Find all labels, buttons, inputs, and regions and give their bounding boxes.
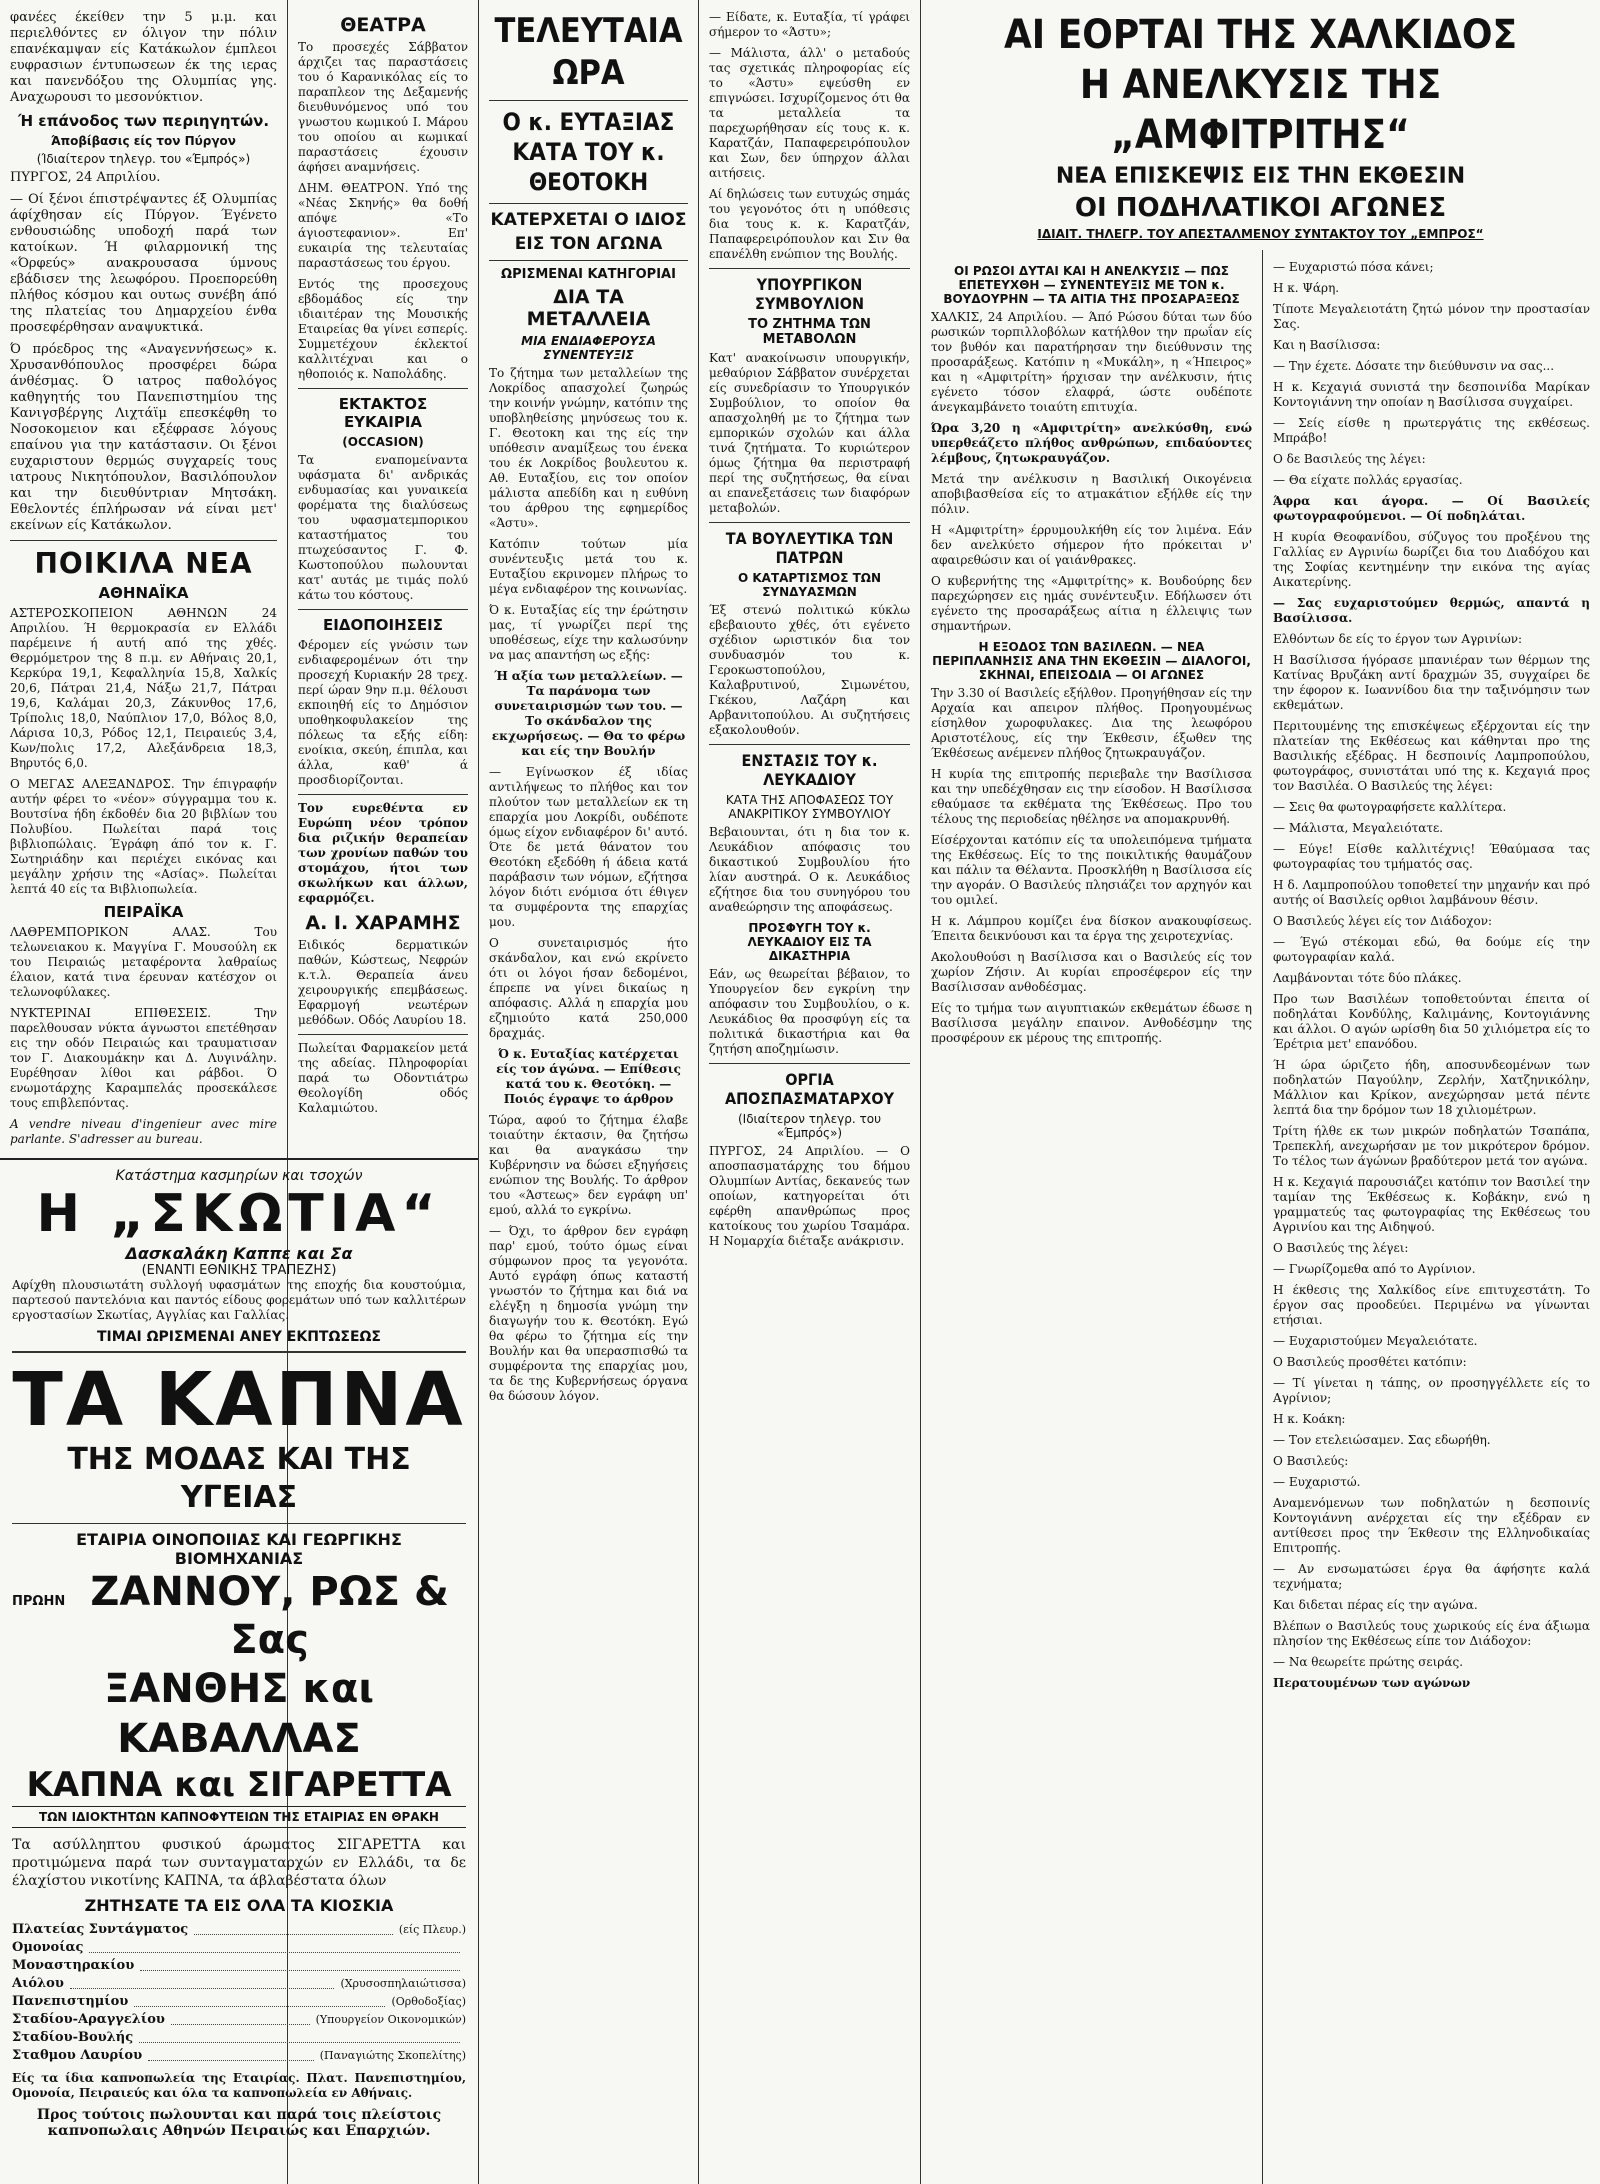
kiosk-item: [12, 1939, 466, 1957]
article-text: — Είδατε, κ. Ευταξία, τί γράφει σήμερον το «Άστυ»;: [709, 10, 910, 39]
headline: Ο κ. ΕΥΤΑΞΙΑΣ: [502, 108, 675, 136]
subheadline: ΩΡΙΣΜΕΝΑΙ ΚΑΤΗΓΟΡΙΑΙ: [501, 267, 676, 282]
dateline: ΠΥΡΓΟΣ, 24 Απριλίου.: [10, 170, 161, 185]
article-text: — Ευχαριστώ.: [1273, 1475, 1361, 1489]
article-text: Κατ' ανακοίνωσιν υπουργικήν, μεθαύριον Σάββατον συνέρχεται είς συνεδρίασιν το Υπουργικόν Συμβούλιον, το οποίον θα απασχοληθή με το ζήτημα των εμπορικών σχολών και άλλα τινά ζητήματα. Το κυριώτερον όμως ζήτημα θα περιστραφή περί της συζητήσεως, θα είναι αι επανεξετάσεις των διαφόρων μεταβολών.: [709, 351, 910, 515]
article-text: — Τί γίνεται η τάπης, ον προσηγγέλλετε είς το Αγρίνιον;: [1273, 1376, 1590, 1405]
article-text: Η κ. Λάμπρου κομίζει ένα δίσκον ανακουφίσεως. Έπειτα δεικνύουσι και τα έργα της χειροτεχνίας.: [931, 914, 1252, 943]
kiosk-item: [12, 2029, 466, 2047]
ad-text: Ειδικός δερματικών παθών, Κώστεως, Νεφρών κ.τ.λ. Θεραπεία άνευ χειρουργικής επεμβάσεως. Εφαρμογή νεωτέρων μεθόδων. Οδός Λαυρίου 18.: [298, 938, 468, 1027]
correspondent-line: ΙΔΙΑΙΤ. ΤΗΛΕΓΡ. ΤΟΥ ΑΠΕΣΤΑΛΜΕΝΟΥ ΣΥΝΤΑΚΤΟΥ ΤΟΥ „ΕΜΠΡΟΣ“: [1037, 227, 1484, 241]
divider: [489, 100, 688, 101]
article-text: Κατόπιν τούτων μία συνέντευξις μετά του κ. Ευταξίου εκρινομεν πλήρως το μέγα ενδιαφέρον της κοινωνίας.: [489, 537, 688, 596]
article-text: Τίποτε Μεγαλειοτάτη ζητώ μόνον την προστασίαν Σας.: [1273, 302, 1590, 331]
section-heading: ΘΕΑΤΡΑ: [340, 14, 426, 36]
article-text: Φέρομεν είς γνώσιν των ενδιαφερομένων ότι την προσεχή Κυριακήν 28 τρεχ. περί ώραν 9ην π.μ. θέλουσι εκποιηθή είς το Δημόσιον υποθηκοφυλακείον της πόλεως τα εξής είδη: ενοίκια, σκεύη, έπιπλα, και άλλα, καθ' ά προσδιορίζονται.: [298, 638, 468, 787]
column-4: [699, 0, 920, 2184]
section-heading: ΠΟΙΚΙΛΑ ΝΕΑ: [34, 547, 253, 580]
leader-dots: [139, 2029, 460, 2043]
article-text: Η δ. Λαμπροπούλου τοποθετεί την μηχανήν και πρό αυτής οί Βασιλείς ορθιοι λαμβάνουν θέσιν.: [1273, 878, 1590, 907]
article-text: Η κυρία της επιτροπής περιεβαλε την Βασίλισσα και την υπεδέχθησαν εις την είσοδον. Η Βασίλισσα εθαύμασε τα εκθέματα της Έκθέσεως. Προ του τέλους της περιοδείας ηθέλησε να απομακρυνθή.: [931, 767, 1252, 826]
article-text: Ο Βασιλεύς:: [1273, 1454, 1349, 1468]
divider: [489, 203, 688, 204]
article-text: Το ζήτημα των μεταλλείων της Λοκρίδος απασχολεί ζωηρώς την κοινήν γνώμην, κατόπιν της υποβληθείσης μηνύσεως του κ. Γ. Θεοτοκη και της είς την υπόθεσιν αναμίξεως του ένεκα του έκ Λοκρίδος βουλευτου κ. Αθ. Ευταξίου, εις τον οποίον μάλιστα απεδίδη και η ευθύνη του άρθρου της εφημερίδος «Άστυ».: [489, 366, 688, 530]
article-text: Βεβαιουνται, ότι η δια τον κ. Λευκάδιον απόφασις του δικαστικού Συμβουλίου ήτο λίαν αυστηρά. Ο κ. Λευκάδιος εζήτησε δια του συνηγόρου του αναθεώρησιν της αποφάσεως.: [709, 825, 910, 914]
article-text: Είσέρχονται κατόπιν είς τα υπολειπόμενα τμήματα της Εκθέσεως. Είς το της ποικιλτικής θαυμάζουν και πάλιν τα Θέλαντα. Προσκλήθη η Βασίλισσα είς την αγοράν. Ο Βασιλεύς πλησιάζει τον αρχηγόν και του ομιλεί.: [931, 833, 1252, 907]
divider: [10, 540, 277, 541]
article-text: Ο Βασιλεύς λέγει είς τον Διάδοχον:: [1273, 914, 1493, 928]
article-text: — Σας ευχαριστούμεν θερμώς, απαντά η Βασίλισσα.: [1273, 596, 1590, 625]
kiosk-name: Ομονοίας: [12, 1940, 84, 1955]
article-text: — Ευχαριστούμεν Μεγαλειότατε.: [1273, 1334, 1478, 1348]
article-subheading: Ο ΚΑΤΑΡΤΙΣΜΟΣ ΤΩΝ ΣΥΝΔΥΑΣΜΩΝ: [737, 571, 882, 599]
divider: [709, 522, 910, 523]
article-subheading: Άποβίβασις είς τον Πύργον: [51, 134, 236, 148]
article-subhead: Ό κ. Ευταξίας κατέρχεται είς τον άγώνα. — Επίθεσις κατά του κ. Θεοτόκη. — Ποιός έγραψε το άρθρον: [496, 1047, 681, 1106]
article-subheading: ΟΙ ΡΩΣΟΙ ΔΥΤΑΙ ΚΑΙ Η ΑΝΕΛΚΥΣΙΣ — ΠΩΣ ΕΠΕΤΕΥΧΘΗ — ΣΥΝΕΝΤΕΥΞΙΣ ΜΕ ΤΟΝ κ. ΒΟΥΔΟΥΡΗΝ — ΤΑ ΑΙΤΙΑ ΤΗΣ ΠΡΟΣΑΡΑΞΕΩΣ: [943, 264, 1240, 306]
column-6: [1263, 250, 1600, 2184]
article-text: ΔΗΜ. ΘΕΑΤΡΟΝ. Υπό της «Νέας Σκηνής» θα δοθή απόψε «Το άγιοστεφανιον». Επ' ευκαιρία της τελευταίας παραστάσεως του έργου.: [298, 181, 468, 270]
divider: [298, 609, 468, 610]
ad-subheading: (OCCASION): [342, 435, 424, 449]
article-text: — Μάλιστα, άλλ' ο μεταδούς τας σχετικάς πληροφορίας είς το «Άστυ» εψεύσθη εν επιγνώσει. Ισχυρίζομενος ότι θα τα μεταλλεία τα παρεχωρήθησαν είς τους κ. κ. Καρατζάν, Παπαφερειρόπουλον και Σων, δεν ύπηρχον άλλαι αιτήσεις.: [709, 46, 910, 180]
article-text: Εντός της προσεχους εβδομάδος είς την ιδιαιτέραν της Μουσικής Εταιρείας θα γίνει εσπερίς. Συμμετέχουν έκλεκτοί καλλιτέχναι και ο ηθοποιός κ. Ναπολάδης.: [298, 277, 468, 381]
article-text: Ώρα 3,20 η «Αμφιτρίτη» ανελκύσθη, ενώ υπερθεάζετο πλήθος ανθρώπων, επιδαύοντες λέμβους, ζητωκραυγάζον.: [931, 421, 1252, 465]
leader-dots: [134, 1993, 385, 2007]
ad-text: Τον ευρεθέντα εν Ευρώπη νέον τρόπον δια ριζικήν θεραπείαν των χρονίων παθών του στομάχου, ήτοι των σκωλήκων και άλλων, εφαρμόζει.: [298, 801, 468, 905]
article-text: Αί δηλώσεις των ευτυχώς σημάς του γεγονότος ότι η υπόθεσις δια τους κ. κ. Καρατζάν, Παπαφερειρόπουλον και Σιν θα επανέλθη ενώπιον της Βουλής.: [709, 187, 910, 261]
leader-dots: [194, 1921, 393, 1935]
skotia-address: Δασκαλάκη Καππε και Σα: [125, 1244, 353, 1263]
kiosk-name: Μοναστηρακίου: [12, 1958, 135, 1973]
section-rule: [0, 1158, 478, 1160]
article-text: Η κυρία Θεοφανίδου, σύζυγος του προξένου της Γαλλίας εν Αγρινίω δωρίζει δια του Διαδόχου και της Σοφίας κεντημένην την εικόνα της αγίας Αικατερίνης.: [1273, 530, 1590, 589]
article-text: — Εύγε! Είσθε καλλιτέχνις! Έθαύμασα τας φωτογραφίας του τμήματός σας.: [1273, 842, 1590, 871]
divider: [709, 268, 910, 269]
article-text: Ο ΜΕΓΑΣ ΑΛΕΞΑΝΔΡΟΣ. Την έπιγραφήν αυτήν φέρει το «νέον» σύγγραμμα του κ. Βουτσίνα ήδη έκδοθέν δια 20 βιβλίων του Πολυβίου. Πωλείται παρά τοις βιβλιοπώλαις. Έγράφη άπό τον κ. Γ. Σωτηριάδην και περιέχει εικόνας και μεγάλην χρήσιν της «Ασίας». Πωλείται λεπτά 40 είς τα Βιβλιοπωλεία.: [10, 777, 277, 896]
article-text: — Έγώ στέκομαι εδώ, θα δούμε είς την φωτογραφίαν καλά.: [1273, 935, 1590, 964]
article-text: — Να θεωρείτε πρώτης σειράς.: [1273, 1655, 1464, 1669]
article-subheading: Η ΕΞΟΔΟΣ ΤΩΝ ΒΑΣΙΛΕΩΝ. — ΝΕΑ ΠΕΡΙΠΛΑΝΗΣΙΣ ΑΝΑ ΤΗΝ ΕΚΘΕΣΙΝ — ΔΙΑΛΟΓΟΙ, ΣΚΗΝΑΙ, ΕΠΕΙΣΟΔΙΑ — ΟΙ ΑΓΩΝΕΣ: [932, 640, 1251, 682]
article-subheading: (Ίδιαίτερον τηλεγρ. του «Έμπρός»): [36, 152, 251, 166]
kiosk-item: [12, 2047, 466, 2065]
article-text: — Εγίνωσκον έξ ιδίας αντιλήψεως το πλήθος και τον πλούτον των μεταλλείων εκ τη επαρχία μου Λοκρίδι, ουδέποτε όμως είχον ενδιαφέρον δι' αυτό. Ότε δε μετά θάνατον του Θεοτόκη εξεδόθη ή άδεια κατά παράβασιν των νόμων, εζήτησα λόγον διότι ενόμισα ότι έθιγεν τα συμφέροντα της επαρχίας μου.: [489, 765, 688, 929]
article-heading: ΤΑ ΒΟΥΛΕΥΤΙΚΑ ΤΩΝ ΠΑΤΡΩΝ: [725, 529, 894, 567]
article-text: Μετά την ανέλκυσιν η Βασιλική Οικογένεια αποβιβασθείσα είς το ατμακάτιον εξήλθε είς την πόλιν.: [931, 472, 1252, 516]
article-text: ΛΑΘΡΕΜΠΟΡΙΚΟΝ ΑΛΑΣ. Του τελωνειακου κ. Μαγγίνα Γ. Μουσούλη εκ του Πειραιώς μεταφέροντα λαθραίως έλαιον, κατά τινα έρευναν κατέσχον οι τελωνοφύλακες.: [10, 925, 277, 999]
doctor-name: Α. Ι. ΧΑΡΑΜΗΣ: [305, 912, 461, 934]
article-text: Βλέπων ο Βασιλεύς τους χωρικούς είς ένα άξιωμα πλησίον της Εκθέσεως είπε τον Διάδοχον:: [1273, 1619, 1590, 1648]
subheadline: ΝΕΑ ΕΠΙΣΚΕΨΙΣ ΕΙΣ ΤΗΝ ΕΚΘΕΣΙΝ: [1055, 164, 1466, 189]
kiosk-name: Πλατείας Συντάγματος: [12, 1922, 189, 1937]
article-subhead: Ή αξία των μεταλλείων. — Τα παράνομα των συνεταιρισμών των του. — Το σκάνδαλον της εκχωρήσεως. — Θα το φέρω και είς την Βουλήν: [491, 669, 686, 758]
kiosk-note: (Υπουργείον Οικονομικών): [315, 2013, 466, 2026]
kiosk-item: [12, 1957, 466, 1975]
article-text: Ή ώρα ώριζετο ήδη, αποσυνδεομένων των ποδηλατών Παγούλην, Ζερλήν, Χατζηνικόλην, Μάλλιον και Κρίκον, ανεχώρησαν μετά πέντε λεπτά δια την δρόμον των 18 χιλιομέτρων.: [1273, 1058, 1590, 1117]
article-text: Αναμενόμενων των ποδηλατών η δεσποινίς Κοντογιάννη ανέρχεται είς την εξέδραν εν αντίθεσει προς την Έκθεσιν της Ελληνοδικαίας Επιτροπής.: [1273, 1496, 1590, 1555]
leader-dots: [89, 1939, 460, 1953]
leader-dots: [70, 1975, 335, 1989]
kiosk-item: [12, 1993, 466, 2011]
column-3: [479, 0, 698, 2184]
article-text: Περιτουμένης της επισκέψεως εξέρχονται είς την πλατείαν της Εκθέσεως και κάθηνται προ της Βασιλικής εξέδρας. Η δεσποινίς Λαμπροπούλου, φωτογράφος, συνιστάται υπό της κ. Κεχαγιά προς τον Βασιλέα. Ο Βασιλεύς της λέγει:: [1273, 719, 1590, 793]
article-text: Είς το τμήμα των αιγυπτιακών εκθεμάτων έδωσε η Βασίλισσα μεγάλην επαινον. Ανθοδέσμην της προσφέρουν εκ μέρους της επιτροπής.: [931, 1001, 1252, 1045]
divider: [298, 794, 468, 795]
article-text: Ο Βασιλεύς της λέγει:: [1273, 1241, 1409, 1255]
leader-dots: [140, 1957, 460, 1971]
article-heading: Ή επάνοδος των περιηγητών.: [17, 112, 270, 130]
skotia-title: Η „ΣΚΩΤΙΑ“: [36, 1184, 442, 1244]
article-text: Το προσεχές Σάββατον άρχιζει τας παραστάσεις του ό Καρανικόλας είς το παραπλεον της Δεξαμενής διευθυνόμενος υπό του γνωστου κωμικού Ι. Μάρου του οποίου αι κωμικαί παραστάσεις έχουσιν άφήσει αναμνήσεις.: [298, 40, 468, 174]
article-text: Εάν, ως θεωρείται βέβαιον, το Υπουργείον δεν εγκρίνη την απόφασιν του Συμβουλίου, ο κ. Λευκάδιος θα προσφύγη είς τα πολιτικά δικαστήρια και θα ζητήση αποζημίωσιν.: [709, 967, 910, 1056]
article-text: Η κ. Κεχαγιά παρουσιάζει κατόπιν τον Βασιλεί την ταμίαν της Έκθέσεως κ. Κοβάκην, ενώ η γραμματεύς τας φωτογραφίας της Εκθέσεως του Αγρινίου και της Αιδηψού.: [1273, 1175, 1590, 1234]
section-subheading: ΑΘΗΝΑΪΚΑ: [98, 584, 189, 602]
advertisements: [0, 1162, 478, 2184]
leader-dots: [148, 2047, 314, 2061]
subheadline: ΜΙΑ ΕΝΔΙΑΦΕΡΟΥΣΑ ΣΥΝΕΝΤΕΥΞΙΣ: [521, 334, 656, 362]
article-text: — Ευχαριστώ πόσα κάνει;: [1273, 260, 1434, 274]
article-subheading: (Ιδιαίτερον τηλεγρ. του «Έμπρός»): [737, 1112, 882, 1140]
article-text: — Σεις θα φωτογραφήσετε καλλίτερα.: [1273, 800, 1507, 814]
kiosk-note: (είς Πλευρ.): [398, 1923, 466, 1936]
column-5: [921, 250, 1262, 2184]
article-text: Η κ. Κεχαγιά συνιστά την δεσποινίδα Μαρίκαν Κοντογιάννη την οποίαν η Βασίλισσα συγχαίρει.: [1273, 380, 1590, 409]
divider: [298, 1034, 468, 1035]
article-text: — Τον ετελειώσαμεν. Σας εδωρήθη.: [1273, 1433, 1491, 1447]
kapna-final: Προς τούτοις πωλουνται και παρά τοις πλείστοις καπνοπωλαις Αθηνών Πειραιώς και Επαρχιών.: [36, 2107, 442, 2139]
kiosk-note: (Χρυσοσπηλαιώτισσα): [340, 1977, 466, 1990]
ad-heading: ΕΚΤΑΚΤΟΣ ΕΥΚΑΙΡΙΑ: [338, 395, 428, 431]
article-text: — Μάλιστα, Μεγαλειότατε.: [1273, 821, 1444, 835]
kiosk-name: Σταδίου-Αραγγελίου: [12, 2012, 165, 2027]
company-former: [12, 1568, 466, 1664]
article-text: Ό κ. Ευταξίας είς την έρώτησιν μας, τί γνωρίζει περί της υποθέσεως, είχε την καλωσύνην να μας απαντήση ως εξής:: [489, 603, 688, 662]
column-1: [0, 0, 287, 1150]
article-text: — Αν ενσωματώσει έργα θα άφήσητε καλά τεχνήματα;: [1273, 1562, 1590, 1591]
headline: Η ΑΝΕΛΚΥΣΙΣ ΤΗΣ „ΑΜΦΙΤΡΙΤΗΣ“: [1079, 62, 1442, 158]
chalkis-header: [921, 0, 1600, 250]
article-text: Τώρα, αφού το ζήτημα έλαβε τοιαύτην έκτασιν, θα ζητήσω και θα αναγκάσω την Κυβέρνησιν να δώσει εξηγήσεις ενώπιον της Βουλής. Το άρθρον του «Άστεως» δεν εγράφη υπ' εμού, αλλά το εγκρίνω.: [489, 1113, 688, 1217]
kapna-kiosks-heading: ΖΗΤΗΣΑΤΕ ΤΑ ΕΙΣ ΟΛΑ ΤΑ ΚΙΟΣΚΙΑ: [84, 1896, 394, 1915]
kiosk-item: [12, 2011, 466, 2029]
article-heading: ΕΝΣΤΑΣΙΣ ΤΟΥ κ. ΛΕΥΚΑΔΙΟΥ: [741, 751, 878, 789]
headline: ΤΕΛΕΥΤΑΙΑ ΩΡΑ: [494, 11, 683, 93]
article-text: Η «Αμφιτρίτη» έρρυμουλκήθη είς τον λιμένα. Εάν δεν ανελκύετο σήμερον ήτο πρόκειται ν' αφαιρεθώσιν και οί γαιάνθρακες.: [931, 523, 1252, 567]
article-text: ΑΣΤΕΡΟΣΚΟΠΕΙΟΝ ΑΘΗΝΩΝ 24 Απριλίου. Ή θερμοκρασία εν Ελλάδι παρέμεινε ή αυτή από της χθές. Θερμόμετρον της 8 π.μ. εν Αθήναις 20,1, Κερκύρα 19,1, Κεφαλληνία 15,8, Χαλκίς 20,6, Πάτραι 21,4, Νάξω 21,7, Πάτραι 19,6, Καλάμαι 20,3, Ζάκυνθος 17,6, Τρίπολις 18,0, Ναύπλιον 17,0, Βόλος 8,0, Λάρισα 10,3, Ρόδος 12,1, Πειραιεύς 3,4, Κων/πολις 17,2, Αλεξάνδρεια 18,3, Βηρυτός 6,0.: [10, 606, 277, 770]
article-text: Λαμβάνονται τότε δύο πλάκες.: [1273, 971, 1462, 985]
article-text: φανέες έκείθεν την 5 μ.μ. και περιελθόντες εν όλιγον την πόλιν επανέκαμψαν είς Κατάκωλον έμπλεοι ευφρασιων έντυπωσεων έκ της ιερας και πανενδόξου της Ολυμπίας γης. Αναχωρουσι το μεσονύκτιον.: [10, 10, 277, 105]
article-text: — Θα είχατε πολλάς εργασίας.: [1273, 473, 1463, 487]
leader-dots: [171, 2011, 310, 2025]
kapna-subtitle: ΤΗΣ ΜΟΔΑΣ ΚΑΙ ΤΗΣ ΥΓΕΙΑΣ: [67, 1442, 411, 1515]
skotia-prices: ΤΙΜΑΙ ΩΡΙΣΜΕΝΑΙ ΑΝΕΥ ΕΚΠΤΩΣΕΩΣ: [97, 1329, 381, 1345]
kiosk-item: [12, 1921, 466, 1939]
divider: [489, 260, 688, 261]
article-subheading: ΚΑΤΑ ΤΗΣ ΑΠΟΦΑΣΕΩΣ ΤΟΥ ΑΝΑΚΡΙΤΙΚΟΥ ΣΥΜΒΟΥΛΙΟΥ: [725, 793, 894, 821]
subheadline: ΕΙΣ ΤΟΝ ΑΓΩΝΑ: [514, 234, 663, 254]
kiosk-name: Αιόλου: [12, 1976, 64, 1991]
article-text: Έξ στενώ πολιτικώ κύκλω εβεβαιουτο χθές, ότι εγένετο σχέδιον ωριστικόν δια τον συνδυασμόν του κ. Γεροκωστοπούλου, Καλαβρυτινού, Σιμωνέτου, Γκέκου, Λαζάρη και Αρβανιτοπούλου. Αι συζητήσεις εξακολουθούν.: [709, 603, 910, 737]
article-text: Ο συνεταιρισμός ήτο σκάνδαλον, και ενώ εκρίνετο ότι οι λόγοι ήσαν δεδομένοι, έπρεπε να γίνει δικαίως η απόφασις. Αλλά η επαρχία μου εζημιούτο κατά 250,000 δραχμάς.: [489, 936, 688, 1040]
article-text: Η Βασίλισσα ήγόρασε μπανιέραν των θέρμων της Κατίνας Βρυζάκη αντί δραχμών 35, συγχαίρει δε την έφορον κ. Ιωαννίδου δια την ταξινόμησιν των εκθεμάτων.: [1273, 653, 1590, 712]
company-former-name: ΖΑΝΝΟΥ, ΡΩΣ & Σας: [90, 1569, 449, 1663]
article-text: Και διδεται πέρας είς την αγώνα.: [1273, 1598, 1478, 1612]
article-text: — Την έχετε. Δόσατε την διεύθυνσιν να σας...: [1273, 359, 1555, 373]
article-subheading: ΤΟ ΖΗΤΗΜΑ ΤΩΝ ΜΕΤΑΒΟΛΩΝ: [748, 317, 871, 347]
article-text: Την 3.30 οί Βασιλείς εξήλθον. Προηγήθησαν είς την Αρχαία και απειρον πλήθος. Προηγουμένως είσηλθον χωροφυλακες. Δια της λεωφόρου Αριστοτέλους, είς την Έκθεσιν, έξωθεν της Έκθέσεως ανέμενεν πλήθος ζητωκραυγάζον.: [931, 686, 1252, 760]
kapna-text: Τα ασύλληπτου φυσικού άρωματος ΣΙΓΑΡΕΤΤΑ και προτιμώμενα παρά των συνταγματαρχών εν Ελλάδι, τα δε έλαχίστου νικοτίνης ΚΑΠΝΑ, τα άβλαβέστατα όλων: [12, 1837, 466, 1889]
ad-text: Πωλείται Φαρμακείον μετά της αδείας. Πληροφορίαι παρά τω Οδοντιάτρω Θεολογίδη οδός Καλαμιώτου.: [298, 1041, 468, 1115]
kapna-cigarettes: ΚΑΠΝΑ και ΣΙΓΑΡΕΤΤΑ: [26, 1765, 452, 1805]
article-text: Άφρα και άγορα. — Οί Βασιλείς φωτογραφούμενοι. — Οί ποδηλάται.: [1273, 494, 1590, 523]
article-text: ΠΥΡΓΟΣ, 24 Απριλίου. — Ο αποσπασματάρχης του δήμου Ολυμπίων Αντίας, δεκανεύς των οποίων, κατηγορείται ότι εφέρθη απανθρώπως προς κατοίκους του χωρίου Τσαμάρα. Η Νομαρχία διέταξε ανάκρισιν.: [709, 1144, 910, 1248]
article-text: Και η Βασίλισσα:: [1273, 338, 1381, 352]
skotia-text: Αφίχθη πλουσιωτάτη συλλογή υφασμάτων της εποχής δια κουστούμια, παρτεσού παντελόνια και παντός είδους φορεμάτων υπό των καλλιτέρων εργοστασίων Σκωτίας, Αγγλίας και Γαλλίας.: [12, 1278, 466, 1322]
article-text: Περατουμένων των αγώνων: [1273, 1676, 1471, 1690]
article-text: Τρίτη ήλθε εκ των μικρών ποδηλατών Τσαπάπα, Τρεπεκλή, ανεχωρήσαν με τον μικρότερον δρόμον. Το τέλος των άγώνων βραδύτερον μετά τον αγώνα.: [1273, 1124, 1590, 1168]
subheadline: ΔΙΑ ΤΑ ΜΕΤΑΛΛΕΙΑ: [526, 286, 651, 330]
article-text: ΧΑΛΚΙΣ, 24 Απριλίου. — Άπό Ρώσου δύται των δύο ρωσικών τορπιλλοβόλων κατήλθον την πρωΐαν είς τον βυθόν και παρατήρησαν την διεύθυνσιν της προσαράξεως. Κατόπιν η «Μυκάλη», η «Ήπειρος» και η «Αμφιτρίτη» ήρχισαν την ανέλκυσιν, ήτις εγένετο τόσον ελαφρά, ώστε ουδέποτε άνεγκαμβάνετο τοιαύτη επιτυχία.: [931, 310, 1252, 414]
article-text: — Όχι, το άρθρον δεν εγράφη παρ' εμού, τούτο όμως είναι σύμφωνον προς τα γεγονότα. Αυτό εγράφη όπως καταστή γνωστόν το ζήτημα και διά να ελέγξη η δημοσία γνώμη την διαγωγήν του κ. Θεοτόκη. Εγώ θα φέρω το ζήτημα είς την Βουλήν και θα υπερασπισθώ τα συμφέροντα της επαρχίας μου, τα δε της Κυβερνήσεως όργανα θα δώσουν λόγον.: [489, 1224, 688, 1403]
company-location: ΞΑΝΘΗΣ και ΚΑΒΑΛΛΑΣ: [104, 1666, 374, 1762]
kapna-title: ΤΑ ΚΑΠΝΑ: [12, 1357, 466, 1443]
kiosk-list: [12, 1921, 466, 2065]
divider: [12, 1523, 466, 1524]
section-subheading: ΠΕΙΡΑΪΚΑ: [103, 903, 184, 921]
divider: [709, 1063, 910, 1064]
kiosk-name: Σταδίου-Βουλής: [12, 2030, 134, 2045]
classified-note: A vendre niveau d'ingenieur avec mire parlante. S'adresser au bureau.: [10, 1117, 277, 1146]
divider: [12, 1351, 466, 1353]
article-text: Ο Βασιλεύς προσθέτει κατόπιν:: [1273, 1355, 1467, 1369]
article-text: Η έκθεσις της Χαλκίδος είνε επιτυχεστάτη. Το έργον σας προοδεύει. Περιμένω να γίνωνται ετήσιαι.: [1273, 1283, 1590, 1327]
kapna-extra: Είς τα ίδια καπνοπωλεία της Εταιρίας. Πλατ. Πανεπιστημίου, Ομονοία, Πειραιεύς και όλα τα καπνοπωλεία εν Αθήναις.: [12, 2071, 466, 2100]
article-text: Ελθόντων δε είς το έργον των Αγρινίων:: [1273, 632, 1523, 646]
kapna-tagline: ΤΩΝ ΙΔΙΟΚΤΗΤΩΝ ΚΑΠΝΟΦΥΤΕΙΩΝ ΤΗΣ ΕΤΑΙΡΙΑΣ ΕΝ ΘΡΑΚΗ: [12, 1806, 466, 1828]
article-heading: ΥΠΟΥΡΓΙΚΟΝ ΣΥΜΒΟΥΛΙΟΝ: [755, 275, 864, 313]
kiosk-name: Πανεπιστημίου: [12, 1994, 129, 2009]
skotia-address-note: (ΕΝΑΝΤΙ ΕΘΝΙΚΗΣ ΤΡΑΠΕΖΗΣ): [141, 1263, 337, 1278]
column-2: [288, 0, 478, 1150]
subheadline: ΚΑΤΕΡΧΕΤΑΙ Ο ΙΔΙΟΣ: [490, 210, 687, 230]
kiosk-note: (Ορθοδοξίας): [391, 1995, 466, 2008]
kiosk-note: (Παναγιώτης Σκοπελίτης): [319, 2049, 466, 2062]
article-text: Η κ. Ψάρη.: [1273, 281, 1340, 295]
headline: ΑΙ ΕΟΡΤΑΙ ΤΗΣ ΧΑΛΚΙΔΟΣ: [1003, 12, 1518, 58]
section-heading: ΕΙΔΟΠΟΙΗΣΕΙΣ: [323, 616, 443, 634]
company-name: ΕΤΑΙΡΙΑ ΟΙΝΟΠΟΙΙΑΣ ΚΑΙ ΓΕΩΡΓΙΚΗΣ ΒΙΟΜΗΧΑΝΙΑΣ: [76, 1530, 402, 1568]
former-label: ΠΡΩΗΝ: [12, 1594, 66, 1609]
article-text: Ο κυβερνήτης της «Αμφιτρίτης» κ. Βουδούρης δεν παρεχώρησεν εις ημάς συνέντευξιν. Εδήλωσεν ότι εγένετο της προσαράξεως αίτια η έλλειψις των σημαντήρων.: [931, 574, 1252, 633]
article-text: Ακολουθούσι η Βασίλισσα και ο Βασιλεύς είς τον χωρίον Ζήσιν. Αι κυρίαι επροσέφερον είς την Βασίλισσαν ανθοδέσμας.: [931, 950, 1252, 994]
article-text: — Σείς είσθε η πρωτεργάτις της εκθέσεως. Μπράβο!: [1273, 416, 1590, 445]
subheadline: ΟΙ ΠΟΔΗΛΑΤΙΚΟΙ ΑΓΩΝΕΣ: [1074, 193, 1447, 223]
article-text: — Γνωρίζομεθα από το Αγρίνιον.: [1273, 1262, 1476, 1276]
ad-text: Τα εναπομείναντα υφάσματα δι' ανδρικάς ενδυμασίας και γυναικεία φορέματα της διαλύσεως του υφασματεμπορικου καταστήματος του πτωχεύσαντος Γ. Φ. Κωστοπούλου πωλουνται κατ' αυτάς με τιμάς πολύ κάτω του κόστους.: [298, 453, 468, 602]
divider: [709, 744, 910, 745]
article-subheading: ΠΡΟΣΦΥΓΗ ΤΟΥ κ. ΛΕΥΚΑΔΙΟΥ ΕΙΣ ΤΑ ΔΙΚΑΣΤΗΡΙΑ: [747, 921, 872, 963]
article-text: — Οί ξένοι έπιστρέψαντες έξ Ολυμπίας άφίχθησαν είς Πύργον. Έγένετο ενθουσιώδης υποδοχή παρά των κατοίκων. Ή φιλαρμονική της «Όρφεύς» ανακρουσασα ύμνους εβάδισεν της λεωφόρου. Προεπορεύθη πλήθος κόσμου και ουτως συνέβη άπό της πλατείας του Δημαρχείου ένθα προσεφέρθησαν αναψυκτικά.: [10, 192, 277, 335]
article-text: Ο δε Βασιλεύς της λέγει:: [1273, 452, 1426, 466]
article-text: Προ των Βασιλέων τοποθετούνται έπειτα οί ποδηλάται Κονδύλης, Καλιμάνης, Κοντογιάννης και άλλοι. Ο αγών ωρίσθη δια 50 χιλιόμετρα είς το Έρέτρια μετ' επανόδου.: [1273, 992, 1590, 1051]
article-heading: ΟΡΓΙΑ ΑΠΟΣΠΑΣΜΑΤΑΡΧΟΥ: [724, 1070, 894, 1108]
article-text: Η κ. Κοάκη:: [1273, 1412, 1346, 1426]
divider: [298, 388, 468, 389]
skotia-pretitle: Κατάστημα κασμηρίων και τσοχών: [115, 1168, 363, 1184]
kiosk-name: Σταθμου Λαυρίου: [12, 2048, 143, 2063]
headline: ΚΑΤΑ ΤΟΥ κ. ΘΕΟΤΟΚΗ: [512, 138, 665, 196]
kiosk-item: [12, 1975, 466, 1993]
article-text: Ό πρόεδρος της «Αναγεννήσεως» κ. Χρυσανθόπουλος προσφέρει δώρα άνθέσμας. Ό ιατρος παθολόγος καθηγητής του Πανεπιστημίου της Κανιγσβέργης Λιχτάϊμ επεσκέφθη το Νοσοκομειον και εξέφρασε λόγους επαίνου για την κατάστασιν. Οι ξένοι ευχαριστουν θερμώς συγχαρείς τους ιατρους Νικητόπουλον, Βασιλόπουλον και την διευθύντριαν Μητσάκη. Εθελοντές έπλήρωσαν νά είναι μετ' εκείνων είς Κατάκωλον.: [10, 342, 277, 533]
article-text: ΝΥΚΤΕΡΙΝΑΙ ΕΠΙΘΕΣΕΙΣ. Την παρελθουσαν νύκτα άγνωστοι επετέθησαν εις την οδόν Πειραιώς και τραυματισαν τον Γ. Διακουμάκην και Δ. Λυγινάλην. Ευρέθησαν λίθοι και ράβδοι. Ό ενωμοτάρχης Καραμπελάς προσεκάλεσε τους επιβλεπόντας.: [10, 1006, 277, 1110]
